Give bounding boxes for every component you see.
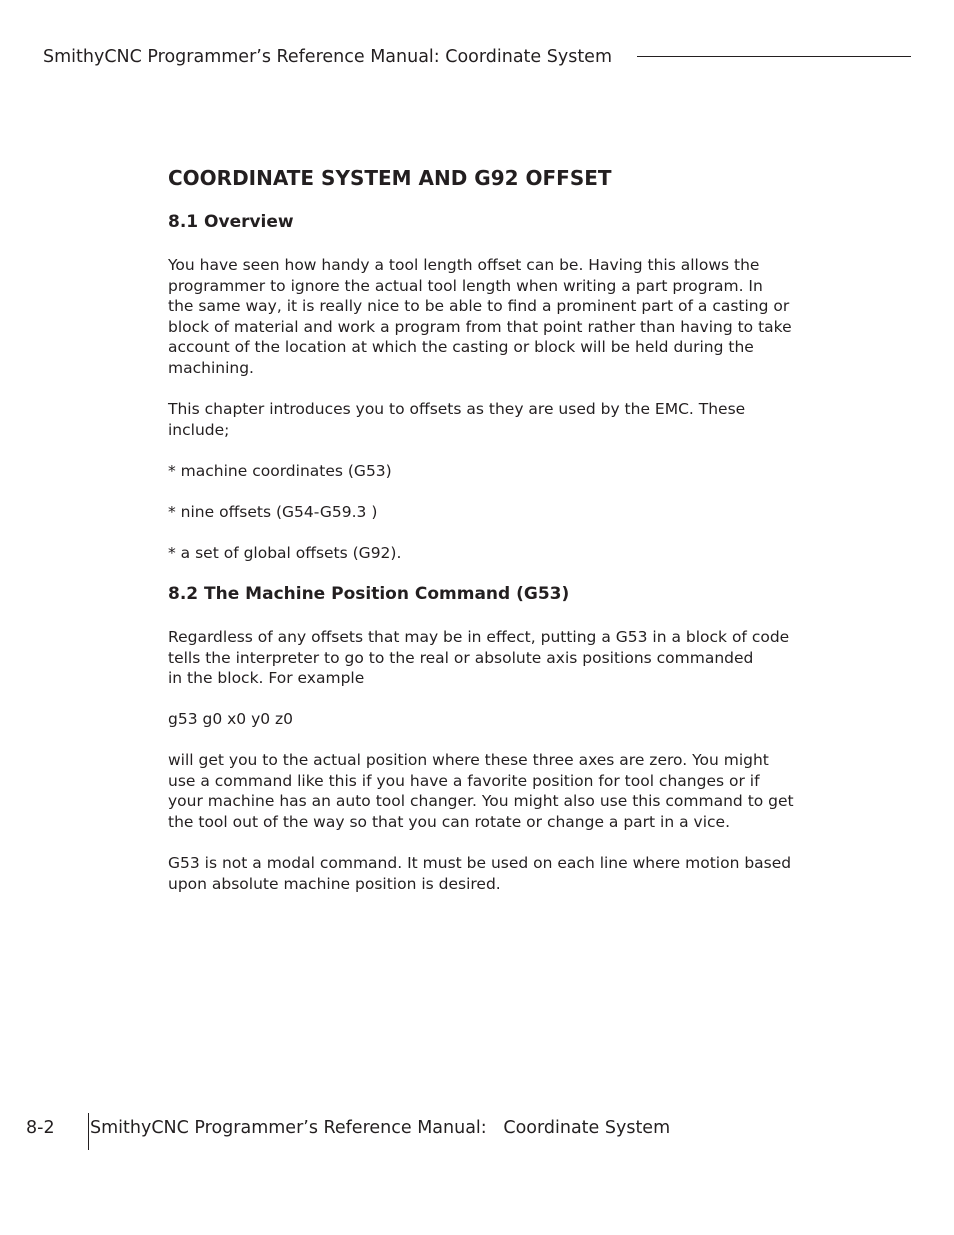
section-heading-machine-position: 8.2 The Machine Position Command (G53): [168, 584, 570, 604]
footer-rule: [88, 1113, 89, 1150]
header-rule: [637, 56, 911, 57]
list-item-nine-offsets: * nine offsets (G54-G59.3 ): [168, 503, 378, 521]
list-item-machine-coordinates: * machine coordinates (G53): [168, 462, 392, 480]
footer-page-number: 8-2: [26, 1118, 55, 1138]
footer-running-title: SmithyCNC Programmer’s Reference Manual: Coordinate System: [90, 1118, 671, 1138]
overview-paragraph-1: You have seen how handy a tool length offset can be. Having this allows the programmer to ignore the actual tool length when writing a part program. In the same way, it is really nice to be able to find a prominent part of a casting or block of material and work a program from that point rather than having to take account of the location at which the casting or block will be held during the machining.: [168, 256, 792, 377]
code-example: g53 g0 x0 y0 z0: [168, 710, 294, 728]
machine-position-paragraph-3: G53 is not a modal command. It must be used on each line where motion based upon absolute machine position is desired.: [168, 854, 792, 893]
machine-position-paragraph-2: will get you to the actual position where these three axes are zero. You might use a command like this if you have a favorite position for tool changes or if your machine has an auto tool changer. You might also use this command to get the tool out of the way so that you can rotate or change a part in a vice.: [168, 751, 794, 831]
machine-position-paragraph-1: Regardless of any offsets that may be in effect, putting a G53 in a block of code tells the interpreter to go to the real or absolute axis positions commanded in the block. For example: [168, 628, 790, 688]
running-header: SmithyCNC Programmer’s Reference Manual: Coordinate System: [43, 47, 612, 67]
list-item-global-offsets: * a set of global offsets (G92).: [168, 544, 402, 562]
chapter-title: COORDINATE SYSTEM AND G92 OFFSET: [168, 166, 612, 190]
overview-paragraph-2: This chapter introduces you to offsets as they are used by the EMC. These include;: [168, 400, 746, 439]
section-heading-overview: 8.1 Overview: [168, 212, 294, 232]
